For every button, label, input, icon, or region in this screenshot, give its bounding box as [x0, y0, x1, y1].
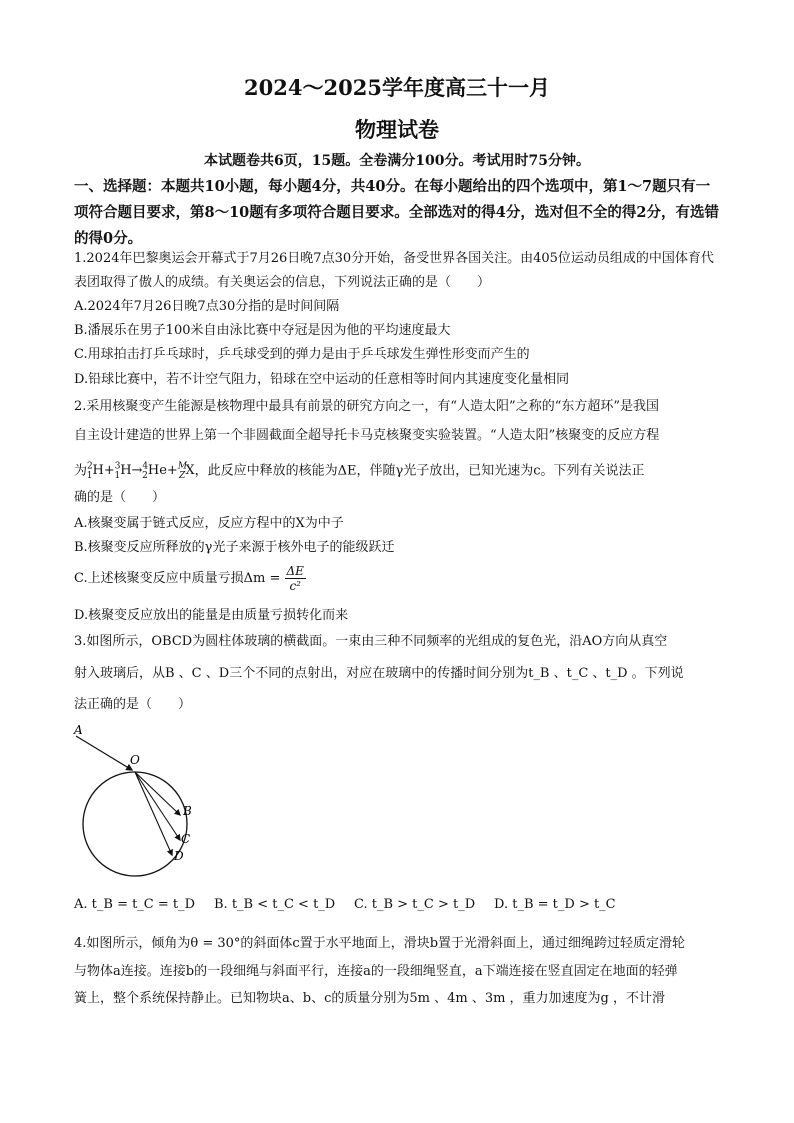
- label-a: A: [74, 723, 83, 737]
- label-b: B: [183, 804, 192, 818]
- subject-title: 物理试卷: [355, 117, 439, 142]
- mass-defect-fraction: [285, 564, 306, 593]
- q1-stem: 1.2024年巴黎奥运会开幕式于7月26日晚7点30分开始，备受世界各国关注。由405位运动员组成的中国体育代表团取得了傲人的成绩。有关奥运会的信息，下列说法正确的是（ ）: [74, 251, 714, 290]
- q2-option-a: A.核聚变属于链式反应，反应方程中的X为中子: [74, 516, 344, 531]
- q2-stem-line2: 自主设计建造的世界上第一个非圆截面全超导托卡马克核聚变实验装置。“人造太阳”核聚变的反应方程: [74, 428, 660, 443]
- glass-cross-section-figure: [70, 720, 210, 880]
- q4-stem-line2: 与物体a连接。连接b的一段细绳与斜面平行，连接a的一段细绳竖直，a下端连接在竖直固定在地面的轻弹: [74, 964, 678, 979]
- q2-stem-line1: 2.采用核聚变产生能源是核物理中最具有前景的研究方向之一，有“人造太阳”之称的“东方超环”是我国: [74, 399, 659, 414]
- label-c: C: [181, 832, 191, 846]
- q1-option-b: B.潘展乐在男子100米自由泳比赛中夺冠是因为他的平均速度最大: [74, 323, 451, 338]
- q2-option-c: [74, 564, 724, 593]
- q3-option-a: A. t_B = t_C = t_D: [74, 897, 196, 912]
- label-d: D: [174, 849, 184, 863]
- ray-to-b: [135, 772, 180, 815]
- exam-title: 2024～2025学年度高三十一月: [244, 75, 550, 100]
- q2-option-b: B.核聚变反应所释放的γ光子来源于核外电子的能级跃迁: [74, 540, 395, 555]
- q2-stem-prefix: 为: [74, 463, 88, 479]
- fraction-denominator: c²: [289, 579, 301, 593]
- q2-option-d: D.核聚变反应放出的能量是由质量亏损转化而来: [74, 608, 349, 623]
- q1-option-c: C.用球拍击打乒乓球时，乒乓球受到的弹力是由于乒乓球发生弹性形变而产生的: [74, 347, 530, 362]
- fraction-numerator: ΔE: [286, 564, 304, 578]
- q2-option-c-text: C.上述核聚变反应中质量亏损Δm =: [74, 571, 281, 586]
- q3-stem-line3: 法正确的是（ ）: [74, 697, 192, 712]
- q2-stem-line3: [74, 455, 724, 488]
- q3-option-c: C. t_B > t_C > t_D: [354, 897, 476, 912]
- incident-ray: [76, 736, 132, 770]
- nuclear-equation: $^2_1$H+$^3_1$H→$^4_2$He+$^M_Z$X: [86, 462, 195, 481]
- q3-stem-line1: 3.如图所示，OBCD为圆柱体玻璃的横截面。一束由三种不同频率的光组成的复色光，沿AO方向从真空: [74, 634, 668, 649]
- q4-stem-line3: 簧上，整个系统保持静止。已知物块a、b、c的质量分别为5m 、4m 、3m ，重力加速度为g ，不计滑: [74, 991, 665, 1006]
- q2-stem-line4: 确的是（ ）: [74, 490, 166, 505]
- q3-option-d: D. t_B = t_D > t_C: [494, 897, 616, 912]
- ray-to-c: [135, 772, 180, 840]
- q1-option-d: D.铅球比赛中，若不计空气阻力，铅球在空中运动的任意相等时间内其速度变化量相同: [74, 372, 570, 387]
- label-o: O: [130, 753, 140, 767]
- q3-option-b: B. t_B < t_C < t_D: [214, 897, 336, 912]
- glass-circle: [83, 772, 187, 876]
- q3-stem-line2: 射入玻璃后，从B 、C 、D三个不同的点射出，对应在玻璃中的传播时间分别为t_B 、t_C 、t_D 。下列说: [74, 666, 684, 681]
- q2-stem-suffix: ，此反应中释放的核能为ΔE，伴随γ光子放出，已知光速为c。下列有关说法正: [194, 463, 645, 479]
- exam-info: 本试题卷共6页，15题。全卷满分100分。考试用时75分钟。: [204, 153, 590, 169]
- q1-option-a: A.2024年7月26日晚7点30分指的是时间间隔: [74, 299, 340, 314]
- section-heading: 一、选择题：本题共10小题，每小题4分，共40分。在每小题给出的四个选项中，第1～7题只有一项符合题目要求，第8～10题有多项符合题目要求。全部选对的得4分，选对但不全的得2分，有选错的得0分。: [74, 178, 719, 247]
- ray-to-d: [135, 772, 172, 855]
- q4-stem-line1: 4.如图所示，倾角为θ = 30°的斜面体c置于水平地面上，滑块b置于光滑斜面上，通过细绳跨过轻质定滑轮: [74, 936, 686, 951]
